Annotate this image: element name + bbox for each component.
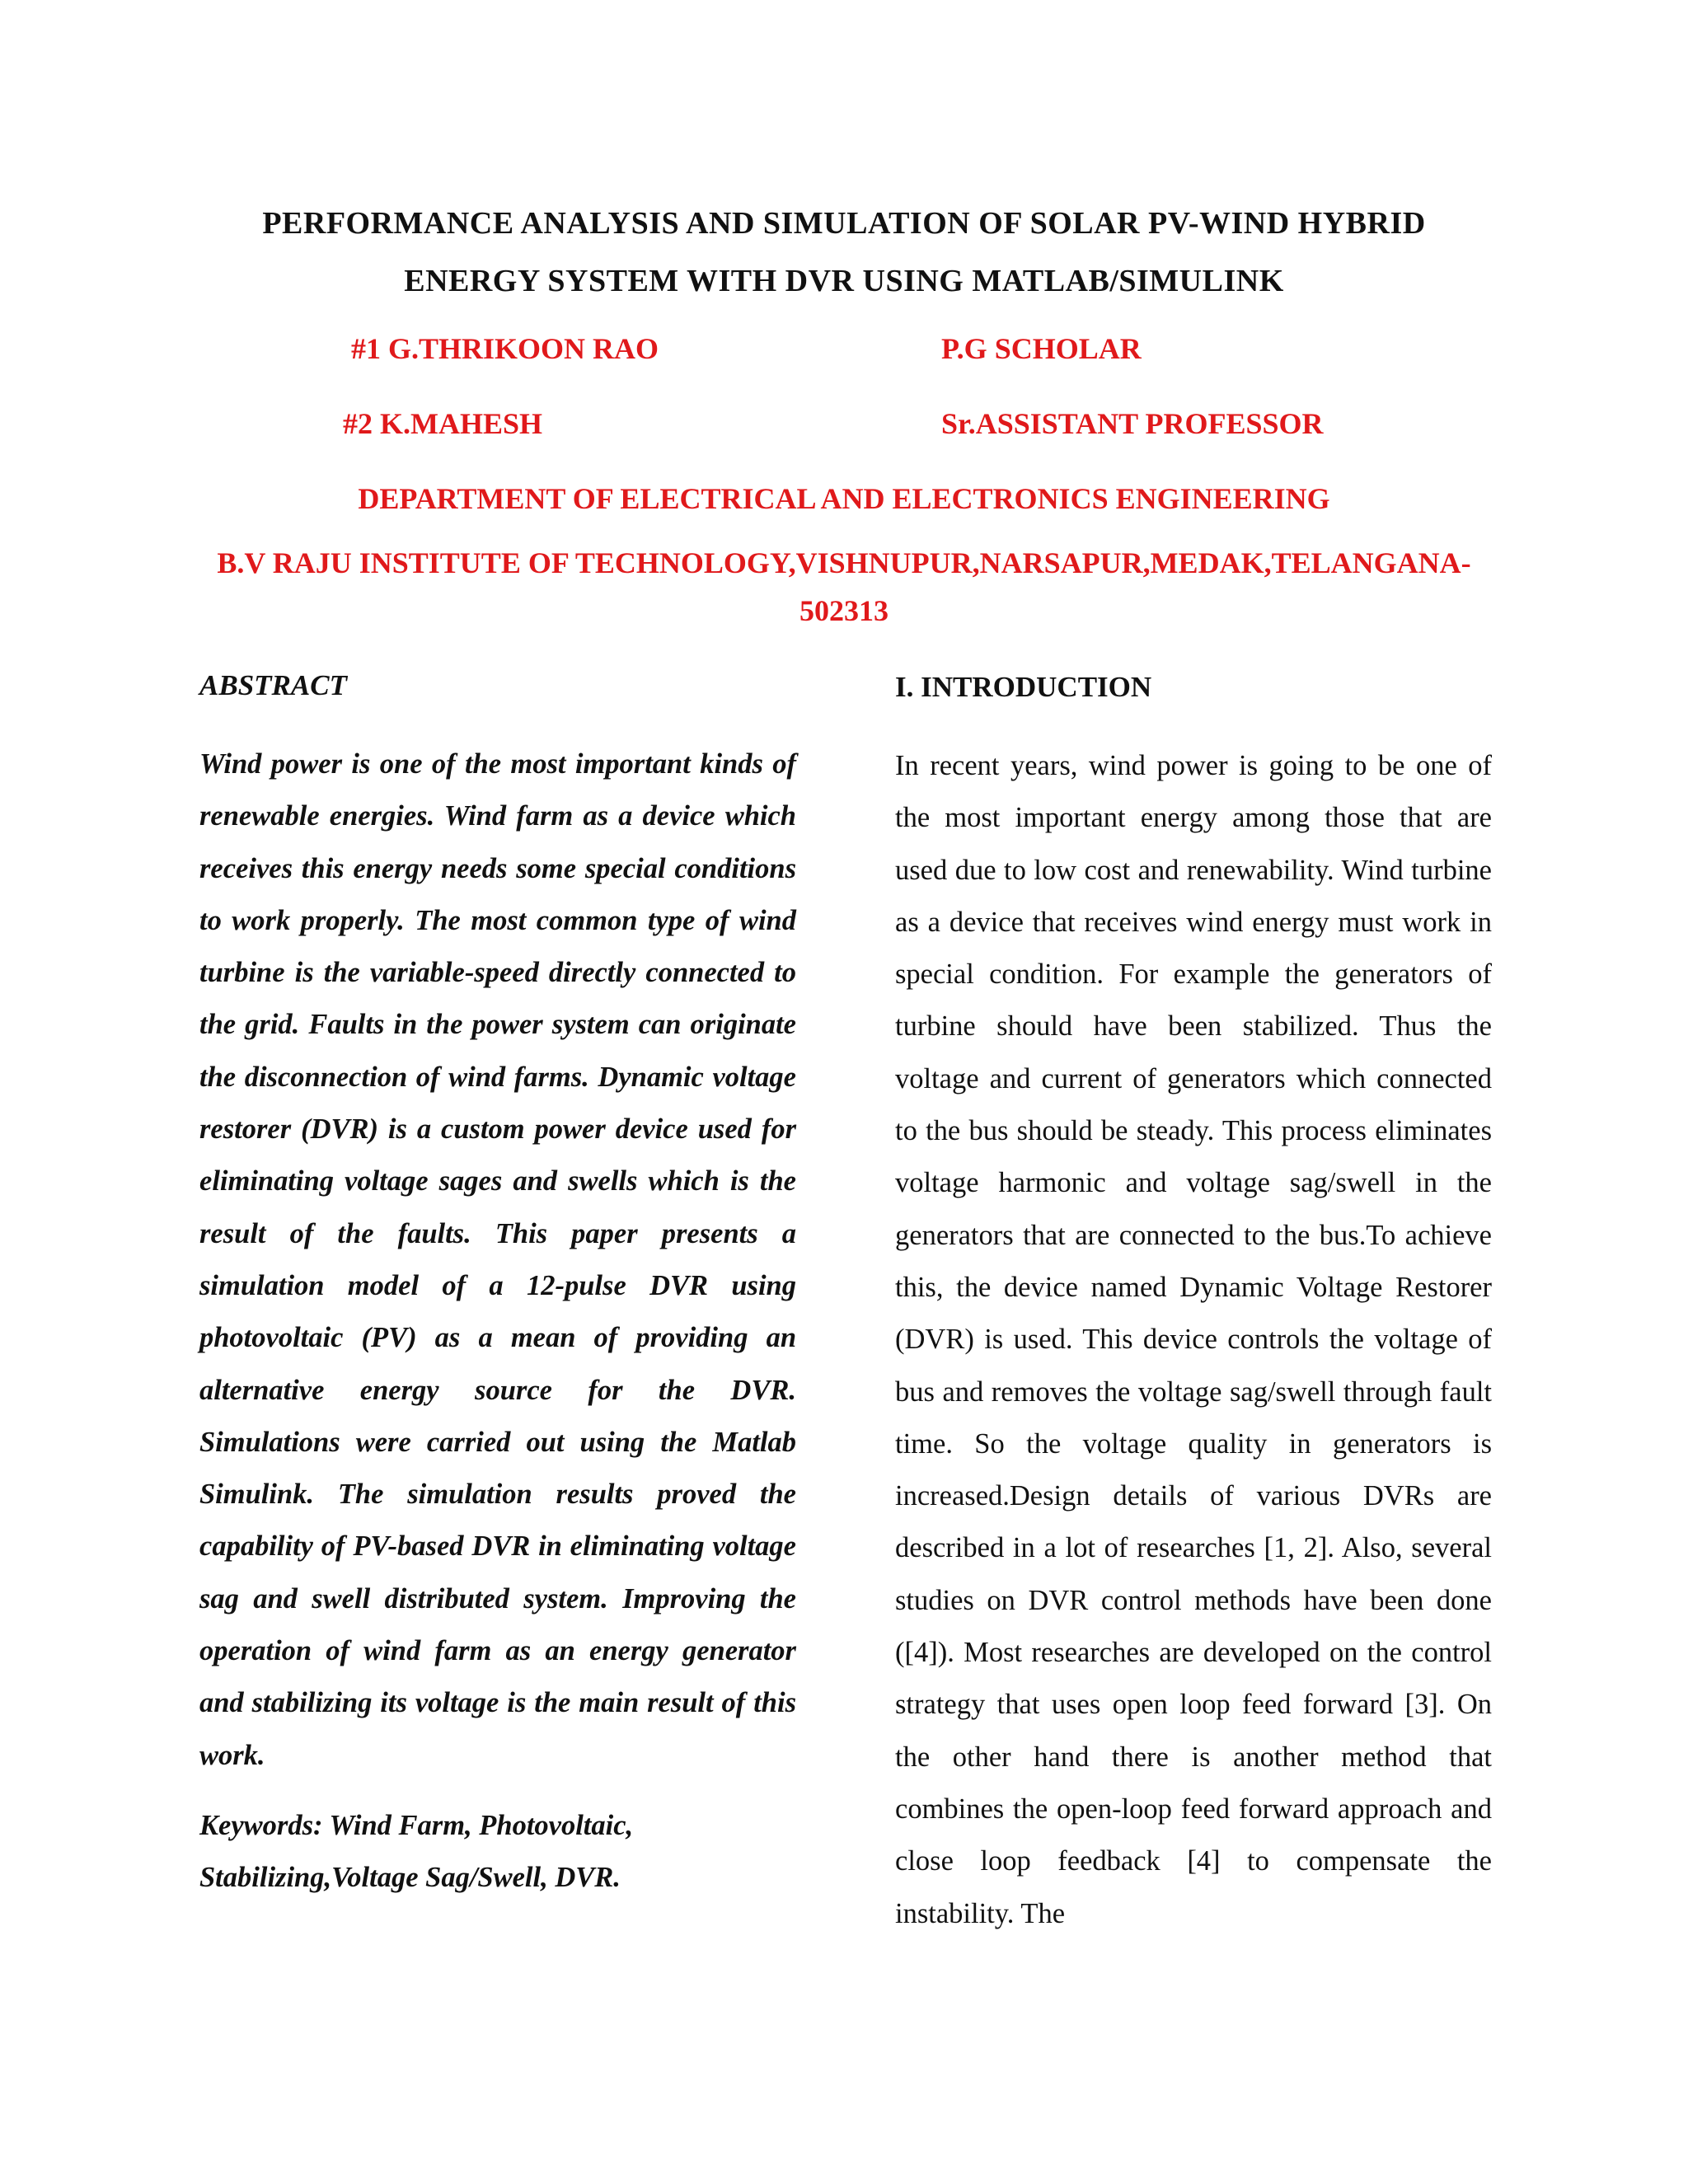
author-name-1: #1 G.THRIKOON RAO [351,332,659,365]
introduction-body: In recent years, wind power is going to be one of the most important energy among those that are used due to low cost and renewability. Wind turbine as a device that receives wind energy must work in special condition. For example the generators of turbine should have been stabilized. Thus the voltage and current of generators which connected to the bus should be steady. This process eliminates voltage harmonic and voltage sag/swell in the generators that are connected to the bus.To achieve this, the device named Dynamic Voltage Restorer (DVR) is used. This device controls the voltage of bus and removes the voltage sag/swell through fault time. So the voltage quality in generators is increased.Design details of various DVRs are described in a lot of researches [1, 2]. Also, several studies on DVR control methods have been done ([4]). Most researches are developed on the control strategy that uses open loop feed forward [3]. On the other hand there is another method that combines the open-loop feed forward approach and close loop feedback [4] to compensate the instability. The [895,750,1492,1929]
keywords-line-2: Stabilizing,Voltage Sag/Swell, DVR. [199,1861,621,1893]
author-name-2: #2 K.MAHESH [343,407,543,440]
author-role-1: P.G SCHOLAR [941,332,1142,365]
introduction-heading: I. INTRODUCTION [895,671,1152,703]
abstract-column [199,666,796,1904]
title-line-1: PERFORMANCE ANALYSIS AND SIMULATION OF SOLAR PV-WIND HYBRID [262,206,1426,241]
institute-line-1: B.V RAJU INSTITUTE OF TECHNOLOGY,VISHNUPUR,NARSAPUR,MEDAK,TELANGANA- [217,546,1471,579]
author-row-2 [0,406,1688,448]
abstract-heading: ABSTRACT [199,669,347,701]
paper-title [165,194,1523,310]
author-row-1 [0,331,1688,373]
author-role-2: Sr.ASSISTANT PROFESSOR [941,407,1324,440]
abstract-body: Wind power is one of the most important kinds of renewable energies. Wind farm as a device which receives this energy needs some special conditions to work properly. The most common type of wind turbine is the variable-speed directly connected to the grid. Faults in the power system can originate the disconnection of wind farms. Dynamic voltage restorer (DVR) is a custom power device used for eliminating voltage sages and swells which is the result of the faults. This paper presents a simulation model of a 12-pulse DVR using photovoltaic (PV) as a mean of providing an alternative energy source for the DVR. Simulations were carried out using the Matlab Simulink. The simulation results proved the capability of PV-based DVR in eliminating voltage sag and swell distributed system. Improving the operation of wind farm as an energy generator and stabilizing its voltage is the main result of this work. [199,748,796,1771]
keywords-line-1: Keywords: Wind Farm, Photovoltaic, [199,1809,634,1841]
keywords [199,1800,796,1904]
introduction-column [895,668,1492,1940]
institute-line-2: 502313 [799,594,889,627]
department: DEPARTMENT OF ELECTRICAL AND ELECTRONICS ENGINEERING [358,482,1330,515]
title-line-2: ENERGY SYSTEM WITH DVR USING MATLAB/SIMULINK [404,264,1284,298]
